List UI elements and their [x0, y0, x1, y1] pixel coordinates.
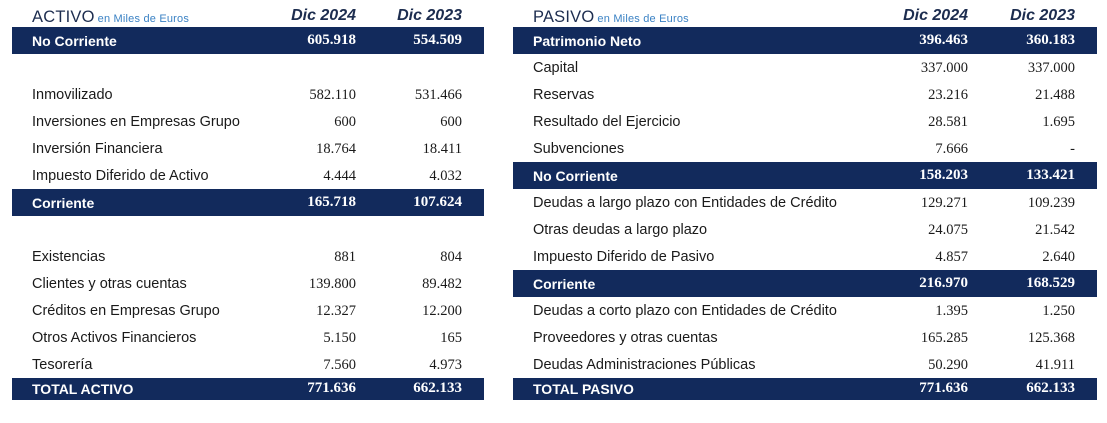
table-row [12, 351, 484, 378]
section-label: Corriente [32, 195, 95, 211]
section-row [12, 27, 484, 54]
row-value-2023: 125.368 [1027, 330, 1075, 346]
section-value-2024: 158.203 [919, 167, 968, 183]
row-value-2023: 109.239 [1027, 195, 1075, 211]
table-row [513, 351, 1097, 378]
row-value-2024: 600 [334, 114, 356, 130]
row-label: Inversiones en Empresas Grupo [32, 114, 240, 130]
row-label: Inversión Financiera [32, 141, 163, 157]
row-label: Reservas [533, 87, 595, 103]
row-value-2024: 129.271 [920, 195, 968, 211]
pasivo-col-2024: Dic 2024 [903, 7, 968, 24]
row-label: Deudas Administraciones Públicas [533, 357, 756, 373]
table-row [12, 243, 484, 270]
row-value-2024: 165.285 [920, 330, 968, 346]
row-value-2023: 12.200 [422, 303, 462, 319]
row-label: Créditos en Empresas Grupo [32, 303, 220, 319]
section-value-2024: 216.970 [919, 275, 968, 291]
row-value-2023: 1.695 [1042, 114, 1075, 130]
pasivo-title: PASIVO en Miles de Euros [533, 8, 689, 26]
row-value-2023: 531.466 [414, 87, 462, 103]
table-row [12, 81, 484, 108]
table-row [513, 297, 1097, 324]
row-label: Resultado del Ejercicio [533, 114, 681, 130]
activo-col-2024: Dic 2024 [291, 7, 356, 24]
pasivo-header [513, 0, 1097, 27]
row-value-2024: 18.764 [316, 141, 356, 157]
section-row [513, 162, 1097, 189]
row-label: Otros Activos Financieros [32, 330, 197, 346]
row-value-2023: 337.000 [1027, 60, 1075, 76]
row-label: Inmovilizado [32, 87, 113, 103]
row-value-2024: 4.857 [935, 249, 968, 265]
table-row [12, 297, 484, 324]
row-value-2024: 12.327 [316, 303, 356, 319]
activo-subtitle: en Miles de Euros [97, 13, 190, 25]
table-row [12, 270, 484, 297]
row-value-2023: 1.250 [1042, 303, 1075, 319]
row-value-2023: 89.482 [422, 276, 462, 292]
table-row [513, 108, 1097, 135]
row-value-2023: 2.640 [1042, 249, 1075, 265]
section-value-2024: 396.463 [919, 32, 968, 48]
section-value-2024: 165.718 [307, 194, 356, 210]
section-label: Patrimonio Neto [533, 33, 642, 49]
total-row [513, 378, 1097, 400]
row-value-2024: 4.444 [323, 168, 356, 184]
row-value-2023: 600 [440, 114, 462, 130]
table-row [12, 162, 484, 189]
row-value-2024: 337.000 [920, 60, 968, 76]
row-value-2023: 41.911 [1035, 357, 1075, 373]
section-row [513, 270, 1097, 297]
section-row [513, 27, 1097, 54]
row-value-2024: 7.560 [323, 357, 356, 373]
table-row [513, 189, 1097, 216]
pasivo-subtitle: en Miles de Euros [597, 13, 689, 25]
row-value-2023: 21.542 [1035, 222, 1075, 238]
section-value-2024: 605.918 [307, 32, 356, 48]
pasivo-col-2023: Dic 2023 [1010, 7, 1075, 24]
row-value-2024: 5.150 [323, 330, 356, 346]
row-value-2024: 50.290 [928, 357, 968, 373]
activo-title: ACTIVO en Miles de Euros [32, 8, 190, 26]
row-value-2023: 165 [440, 330, 462, 346]
spacer [12, 216, 484, 243]
table-row [513, 81, 1097, 108]
row-value-2023: 804 [440, 249, 462, 265]
section-row [12, 189, 484, 216]
section-value-2023: 168.529 [1026, 275, 1075, 291]
row-value-2024: 582.110 [309, 87, 356, 103]
table-row [12, 135, 484, 162]
activo-header [12, 0, 484, 27]
row-label: Existencias [32, 249, 106, 265]
total-label: TOTAL ACTIVO [32, 381, 134, 397]
row-label: Impuesto Diferido de Activo [32, 168, 209, 184]
row-value-2023: 21.488 [1035, 87, 1075, 103]
row-value-2024: 139.800 [308, 276, 356, 292]
spacer [12, 54, 484, 81]
row-label: Subvenciones [533, 141, 625, 157]
section-value-2023: 360.183 [1026, 32, 1075, 48]
table-row [12, 108, 484, 135]
row-label: Impuesto Diferido de Pasivo [533, 249, 715, 265]
total-value-2023: 662.133 [1026, 380, 1075, 396]
section-value-2023: 554.509 [413, 32, 462, 48]
table-row [12, 324, 484, 351]
row-value-2023: 18.411 [422, 141, 462, 157]
section-value-2023: 133.421 [1026, 167, 1075, 183]
total-row [12, 378, 484, 400]
row-value-2023: 4.973 [429, 357, 462, 373]
table-row [513, 135, 1097, 162]
total-value-2024: 771.636 [919, 380, 968, 396]
total-label: TOTAL PASIVO [533, 381, 634, 397]
section-value-2023: 107.624 [413, 194, 462, 210]
table-row [513, 243, 1097, 270]
table-row [513, 216, 1097, 243]
row-label: Capital [533, 60, 579, 76]
row-label: Tesorería [32, 357, 93, 373]
row-label: Proveedores y otras cuentas [533, 330, 718, 346]
row-value-2024: 23.216 [928, 87, 968, 103]
row-value-2023: 4.032 [429, 168, 462, 184]
activo-col-2023: Dic 2023 [397, 7, 462, 24]
row-value-2024: 881 [334, 249, 356, 265]
section-label: Corriente [533, 276, 596, 292]
section-label: No Corriente [533, 168, 618, 184]
table-row [513, 54, 1097, 81]
pasivo-table [513, 0, 1097, 400]
row-value-2024: 1.395 [935, 303, 968, 319]
activo-table [12, 0, 484, 400]
row-value-2024: 7.666 [935, 141, 968, 157]
total-value-2023: 662.133 [413, 380, 462, 396]
row-value-2023: - [1070, 141, 1075, 157]
row-label: Deudas a largo plazo con Entidades de Crédito [533, 195, 837, 211]
row-value-2024: 28.581 [928, 114, 968, 130]
row-label: Deudas a corto plazo con Entidades de Crédito [533, 303, 837, 319]
table-row [513, 324, 1097, 351]
total-value-2024: 771.636 [307, 380, 356, 396]
row-value-2024: 24.075 [928, 222, 968, 238]
row-label: Otras deudas a largo plazo [533, 222, 708, 238]
section-label: No Corriente [32, 33, 117, 49]
row-label: Clientes y otras cuentas [32, 276, 187, 292]
